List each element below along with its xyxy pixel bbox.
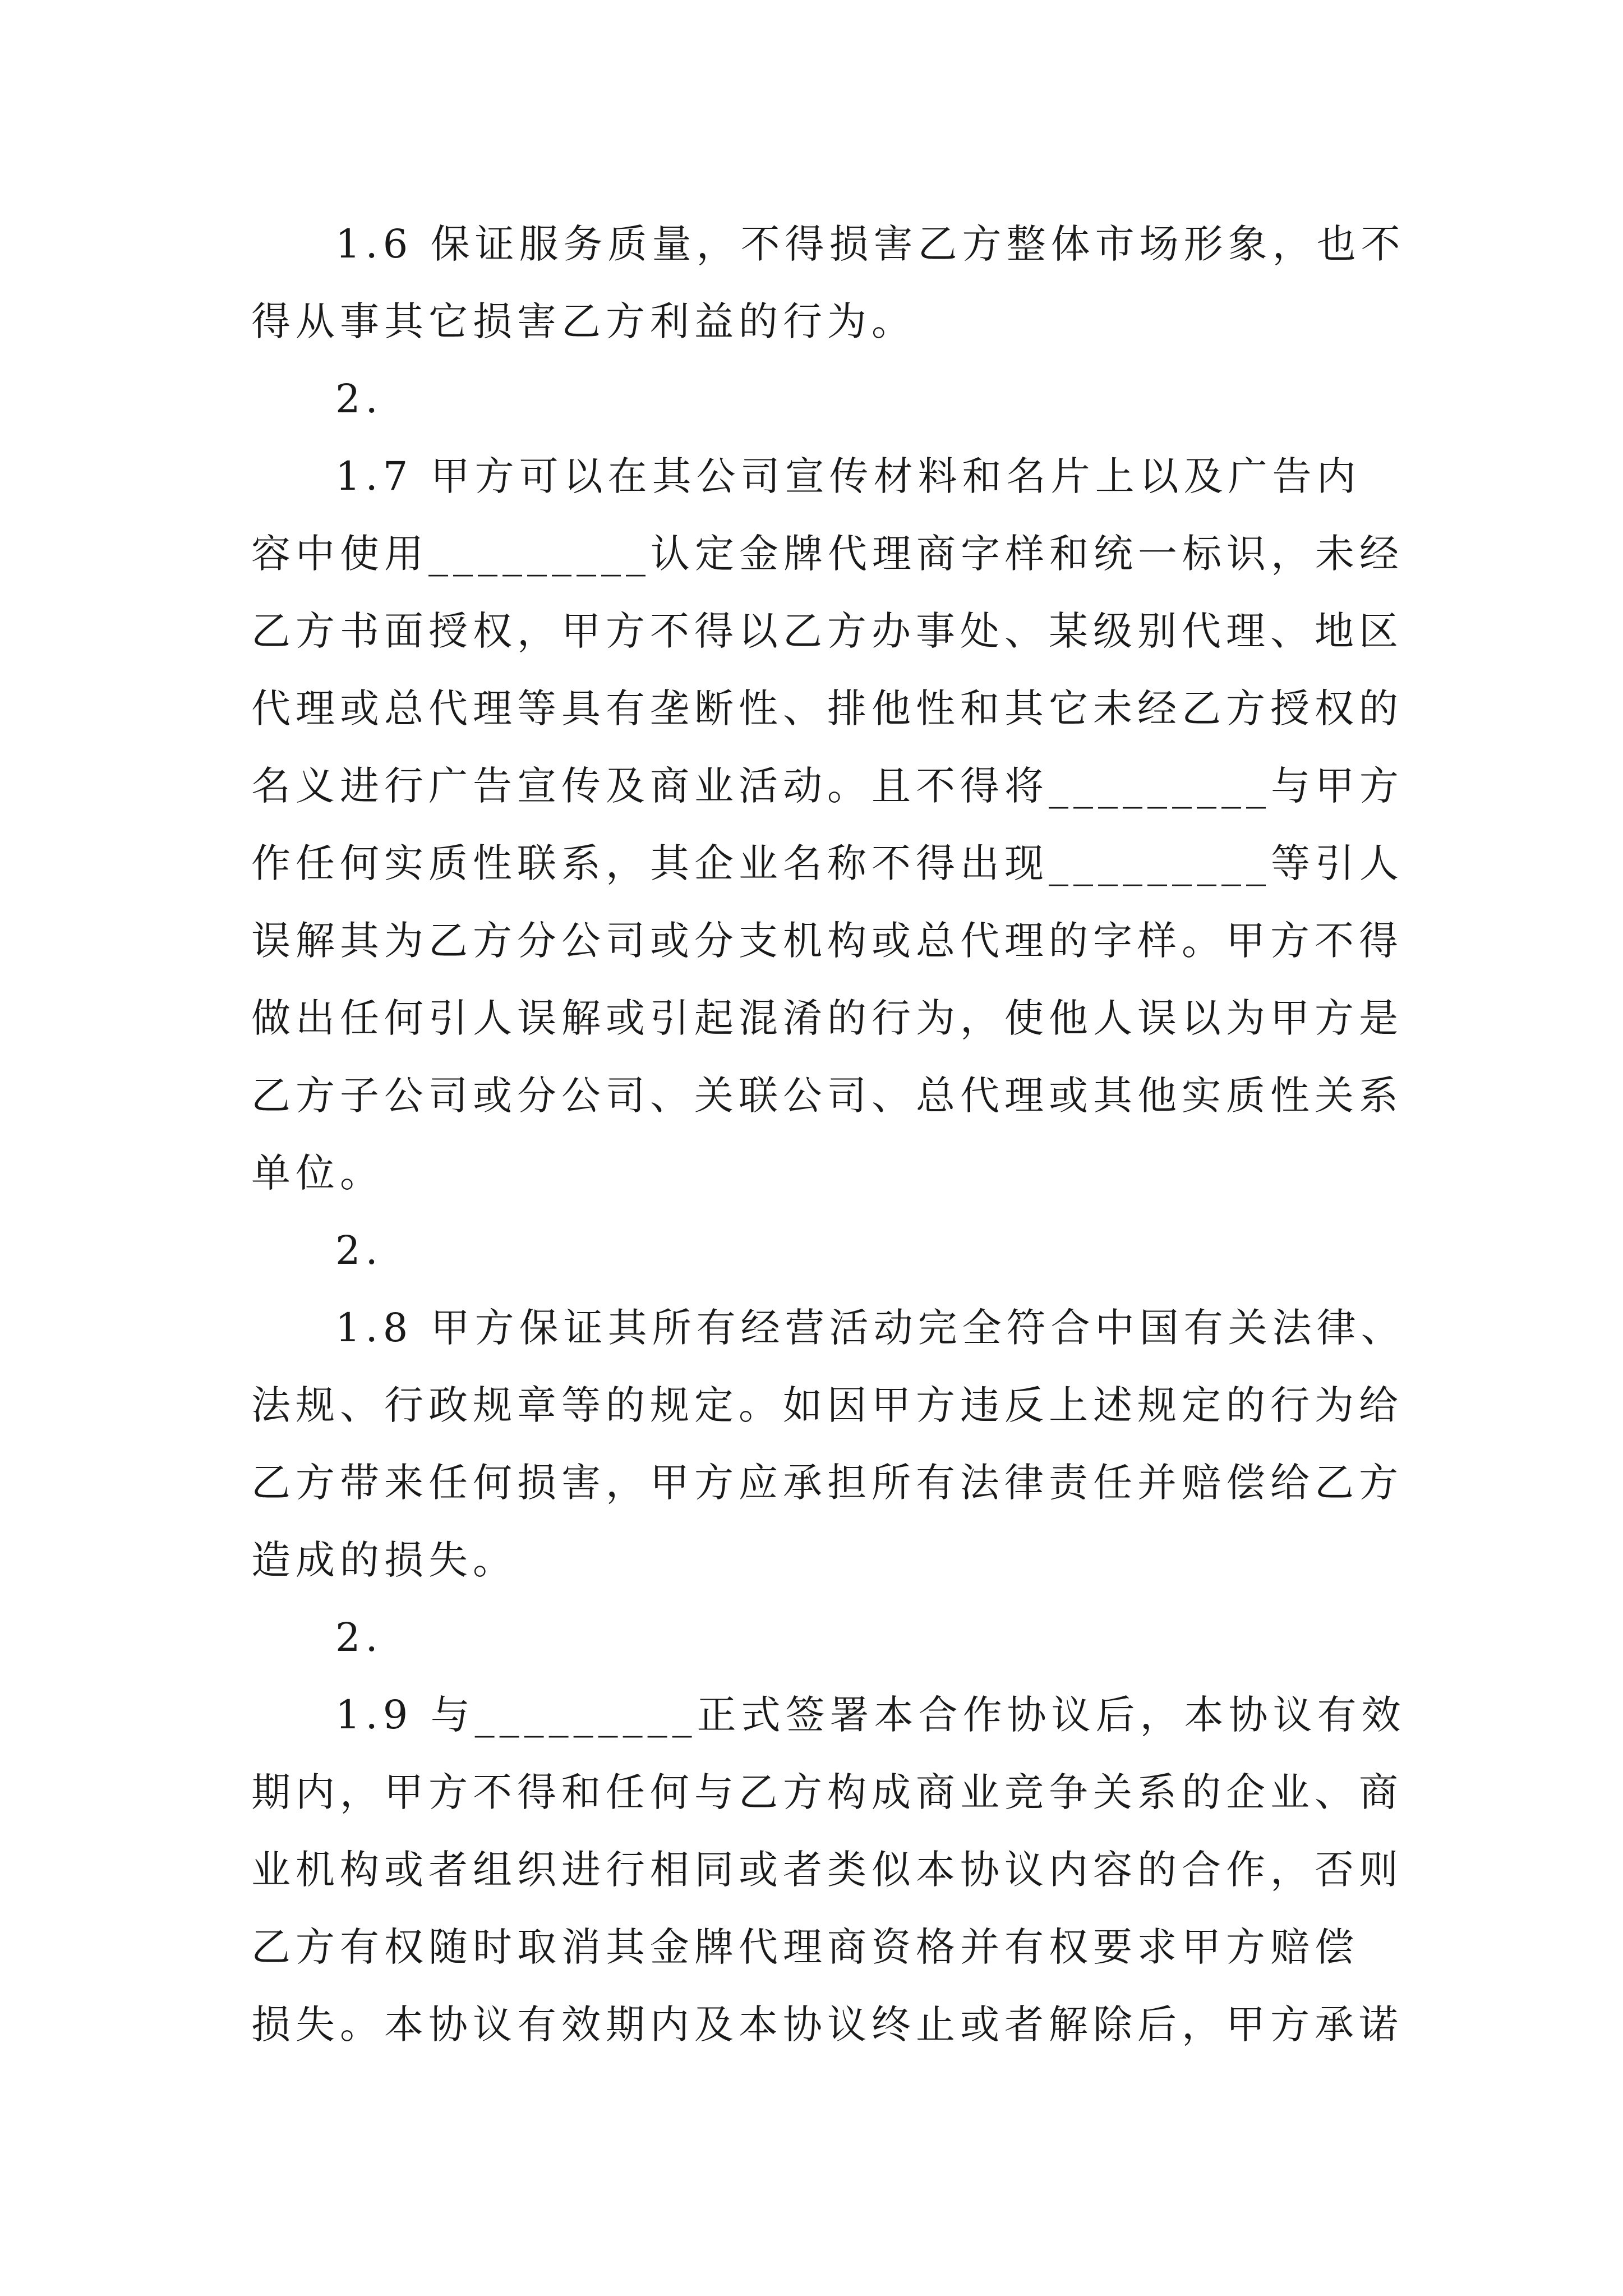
text-line: 名义进行广告宣传及商业活动。且不得将_________与甲方 [251,763,1404,809]
text-line: 作任何实质性联系，其企业名称不得出现_________等引人 [251,840,1404,886]
text-line: 得从事其它损害乙方利益的行为。 [251,298,916,344]
text-line: 乙方子公司或分公司、关联公司、总代理或其他实质性关系 [251,1073,1403,1119]
text-line: 造成的损失。 [251,1537,517,1583]
text-line: 容中使用_________认定金牌代理商字样和统一标识，未经 [251,531,1404,577]
text-line: 1.8 甲方保证其所有经营活动完全符合中国有关法律、 [335,1305,1405,1351]
text-line: 2. [335,1227,383,1273]
text-line: 业机构或者组织进行相同或者类似本协议内容的合作，否则 [251,1847,1403,1893]
text-line: 期内，甲方不得和任何与乙方构成商业竞争关系的企业、商 [251,1769,1403,1815]
text-line: 1.9 与_________正式签署本合作协议后，本协议有效 [335,1692,1406,1738]
text-line: 误解其为乙方分公司或分支机构或总代理的字样。甲方不得 [251,918,1403,964]
text-line: 损失。本协议有效期内及本协议终止或者解除后，甲方承诺 [251,2001,1403,2047]
text-line: 2. [335,1614,383,1660]
text-line: 代理或总代理等具有垄断性、排他性和其它未经乙方授权的 [251,685,1403,731]
text-line: 1.7 甲方可以在其公司宣传材料和名片上以及广告内 [335,453,1361,499]
text-line: 2. [335,376,383,422]
text-line: 乙方有权随时取消其金牌代理商资格并有权要求甲方赔偿 [251,1924,1359,1970]
text-line: 乙方带来任何损害，甲方应承担所有法律责任并赔偿给乙方 [251,1460,1403,1506]
text-line: 法规、行政规章等的规定。如因甲方违反上述规定的行为给 [251,1382,1403,1428]
text-line: 单位。 [251,1150,384,1196]
text-line: 1.6 保证服务质量，不得损害乙方整体市场形象，也不 [335,221,1405,267]
text-line: 做出任何引人误解或引起混淆的行为，使他人误以为甲方是 [251,995,1403,1041]
text-line: 乙方书面授权，甲方不得以乙方办事处、某级别代理、地区 [251,608,1403,654]
